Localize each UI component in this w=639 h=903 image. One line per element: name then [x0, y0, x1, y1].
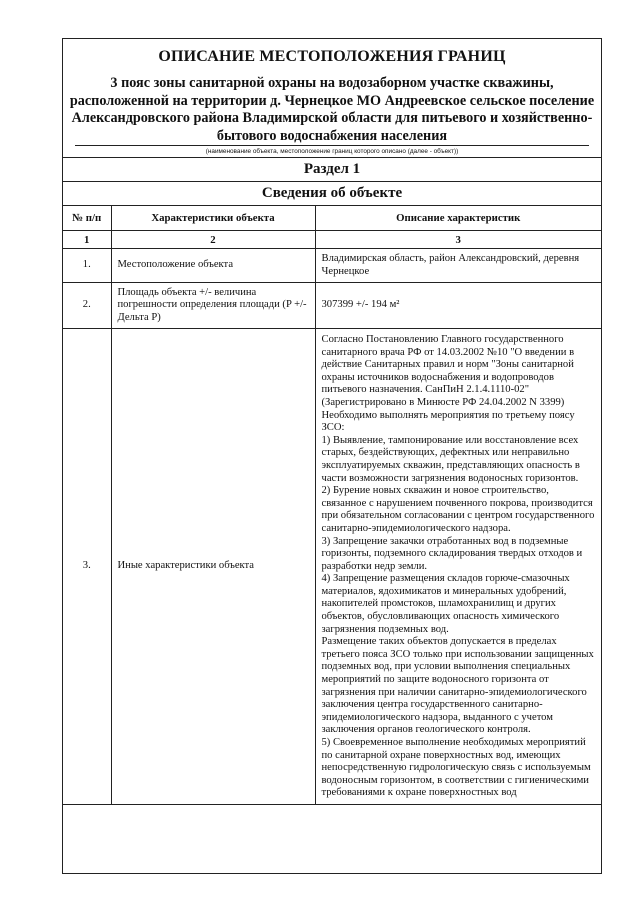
row-characteristic: Площадь объекта +/- величина погрешности определения площади (P +/- Дельта P) [111, 283, 315, 329]
section-label-row [63, 158, 601, 182]
section-title-row [63, 182, 601, 206]
header-number: № п/п [63, 206, 111, 231]
document-sheet [62, 38, 602, 874]
row-number: 2. [63, 283, 111, 329]
row-description: 307399 +/- 194 м² [315, 283, 601, 329]
column-number: 3 [315, 231, 601, 249]
table-row [63, 283, 601, 329]
row-description: Владимирская область, район Александровский, деревня Чернецкое [315, 249, 601, 283]
row-number: 3. [63, 329, 111, 805]
row-characteristic: Местоположение объекта [111, 249, 315, 283]
column-number-row [63, 231, 601, 249]
section-title: Сведения об объекте [63, 182, 601, 206]
table-row [63, 329, 601, 805]
header-description: Описание характеристик [315, 206, 601, 231]
header-characteristic: Характеристики объекта [111, 206, 315, 231]
object-name: 3 пояс зоны санитарной охраны на водозаборном участке скважины, расположенной на территории д. Чернецкое МО Андреевское сельское поселение Александровского района Владимирской области для питьевого и хозяйственно-бытового водоснабжения населения [69, 75, 595, 144]
section-label: Раздел 1 [63, 158, 601, 182]
row-description-text: Согласно Постановлению Главного государственного санитарного врача РФ от 14.03.2002 №10 "О введении в действие Санитарных правил и норм "Зоны санитарной охраны источников водоснабжения и водопроводов питьевого назначения. СанПиН 2.1.4.1110-02" (Зарегистрировано в Минюсте РФ 24.04.2002 N 3399) Необходимо выполнять мероприятия по третьему поясу ЗСО: 1) Выявление, тампонирование или восстановление всех старых, бездействующих, дефектных или неправильно эксплуатируемых скважин, представляющих опасность в части возможности загрязнения водоносных горизонтов. 2) Бурение новых скважин и новое строительство, связанное с нарушением почвенного покрова, производится при обязательном согласовании с центром государственного санитарно-эпидемиологического надзора. 3) Запрещение закачки отработанных вод в подземные горизонты, подземного складирования твердых отходов и разработки недр земли. 4) Запрещение размещения складов горюче-смазочных материалов, ядохимикатов и минеральных удобрений, накопителей промстоков, шламохранилищ и других объектов, обусловливающих опасность химического загрязнения подземных вод. Размещение таких объектов допускается в пределах третьего пояса ЗСО только при использовании защищенных подземных вод, при условии выполнения специальных мероприятий по защите водоносного горизонта от загрязнения при наличии санитарно-эпидемиологического заключения центра государственного санитарно-эпидемиологического надзора, выданного с учетом заключения органов геологического контроля. 5) Своевременное выполнение необходимых мероприятий по санитарной охране поверхностных вод, имеющих непосредственную гидрологическую связь с используемым водоносным горизонтом, в соответствии с гигиеническими требованиями к охране поверхностных вод [321, 334, 595, 799]
row-description [315, 329, 601, 805]
column-number: 2 [111, 231, 315, 249]
row-number: 1. [63, 249, 111, 283]
column-number: 1 [63, 231, 111, 249]
object-name-caption: (наименование объекта, местоположение границ которого описано (далее - объект)) [75, 145, 589, 157]
row-characteristic: Иные характеристики объекта [111, 329, 315, 805]
object-info-table [63, 157, 601, 805]
table-header-row [63, 206, 601, 231]
table-row [63, 249, 601, 283]
document-title: ОПИСАНИЕ МЕСТОПОЛОЖЕНИЯ ГРАНИЦ [158, 48, 506, 65]
